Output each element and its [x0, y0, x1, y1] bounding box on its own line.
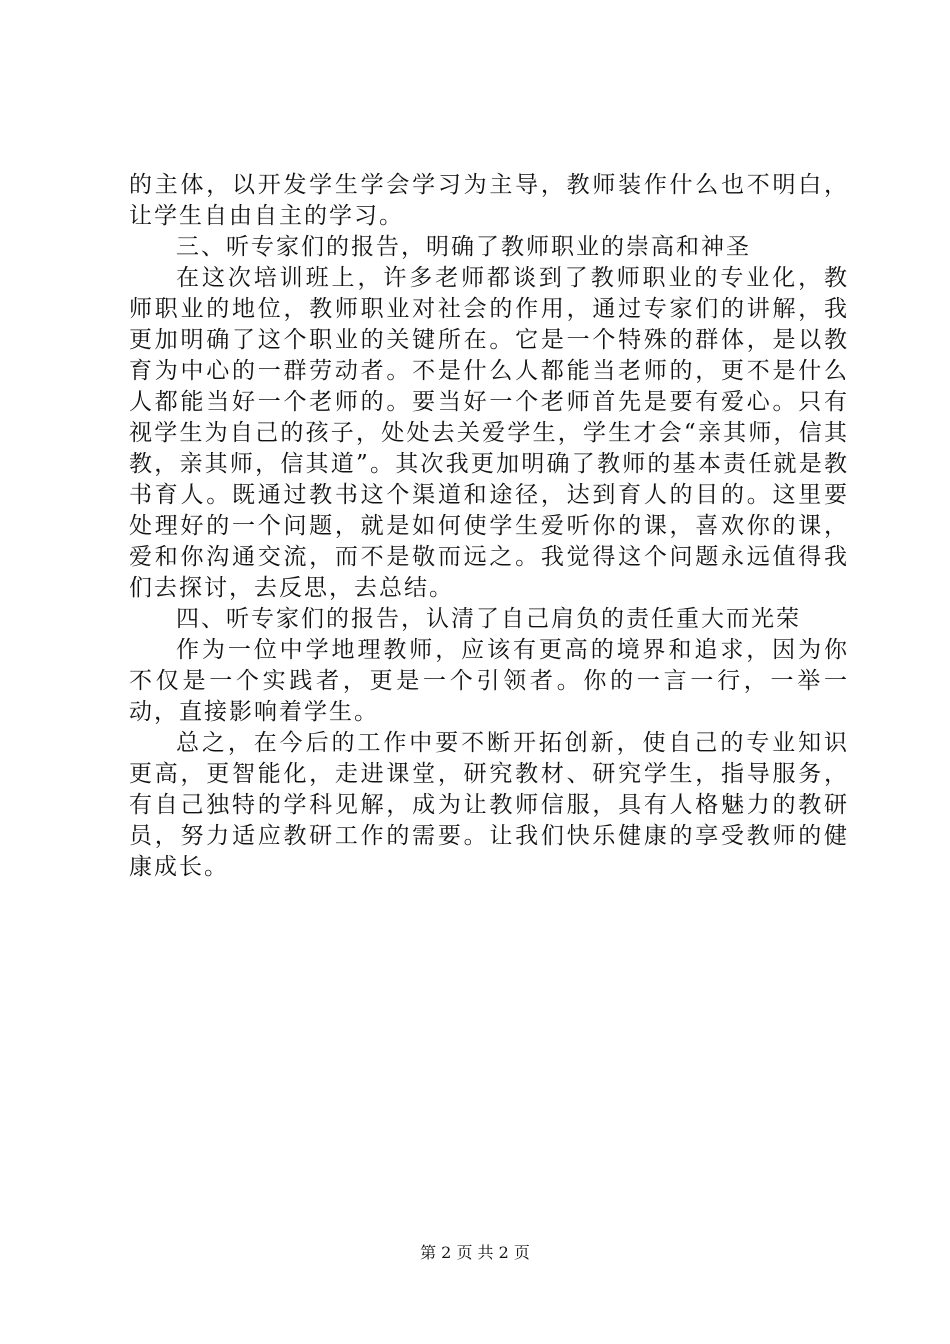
- section-heading-three: 三、听专家们的报告，明确了教师职业的崇高和神圣: [176, 234, 751, 260]
- document-body: [129, 170, 849, 883]
- section-heading-four: 四、听专家们的报告，认清了自己肩负的责任重大而光荣: [176, 606, 801, 632]
- page-number-footer: 第 2 页 共 2 页: [420, 1243, 530, 1262]
- paragraph-geography-teacher: 作为一位中学地理教师，应该有更高的境界和追求，因为你不仅是一个实践者，更是一个引领者。你的一言一行，一举一动，直接影响着学生。: [129, 637, 849, 725]
- paragraph-conclusion: 总之，在今后的工作中要不断开拓创新，使自己的专业知识更高，更智能化，走进课堂，研究教材、研究学生，指导服务，有自己独特的学科见解，成为让教师信服，具有人格魅力的教研员，努力适应教研工作的需要。让我们快乐健康的享受教师的健康成长。: [129, 730, 849, 880]
- paragraph-teacher-profession: 在这次培训班上，许多老师都谈到了教师职业的专业化，教师职业的地位，教师职业对社会的作用，通过专家们的讲解，我更加明确了这个职业的关键所在。它是一个特殊的群体，是以教育为中心的一群劳动者。不是什么人都能当老师的，更不是什么人都能当好一个老师的。要当好一个老师首先是要有爱心。只有视学生为自己的孩子，处处去关爱学生，学生才会“亲其师，信其教，亲其师，信其道”。其次我更加明确了教师的基本责任就是教书育人。既通过教书这个渠道和途径，达到育人的目的。这里要处理好的一个问题，就是如何使学生爱听你的课，喜欢你的课，爱和你沟通交流，而不是敬而远之。我觉得这个问题永远值得我们去探讨，去反思，去总结。: [129, 265, 849, 601]
- paragraph-continuation: 的主体，以开发学生学会学习为主导，教师装作什么也不明白，让学生自由自主的学习。: [129, 172, 849, 229]
